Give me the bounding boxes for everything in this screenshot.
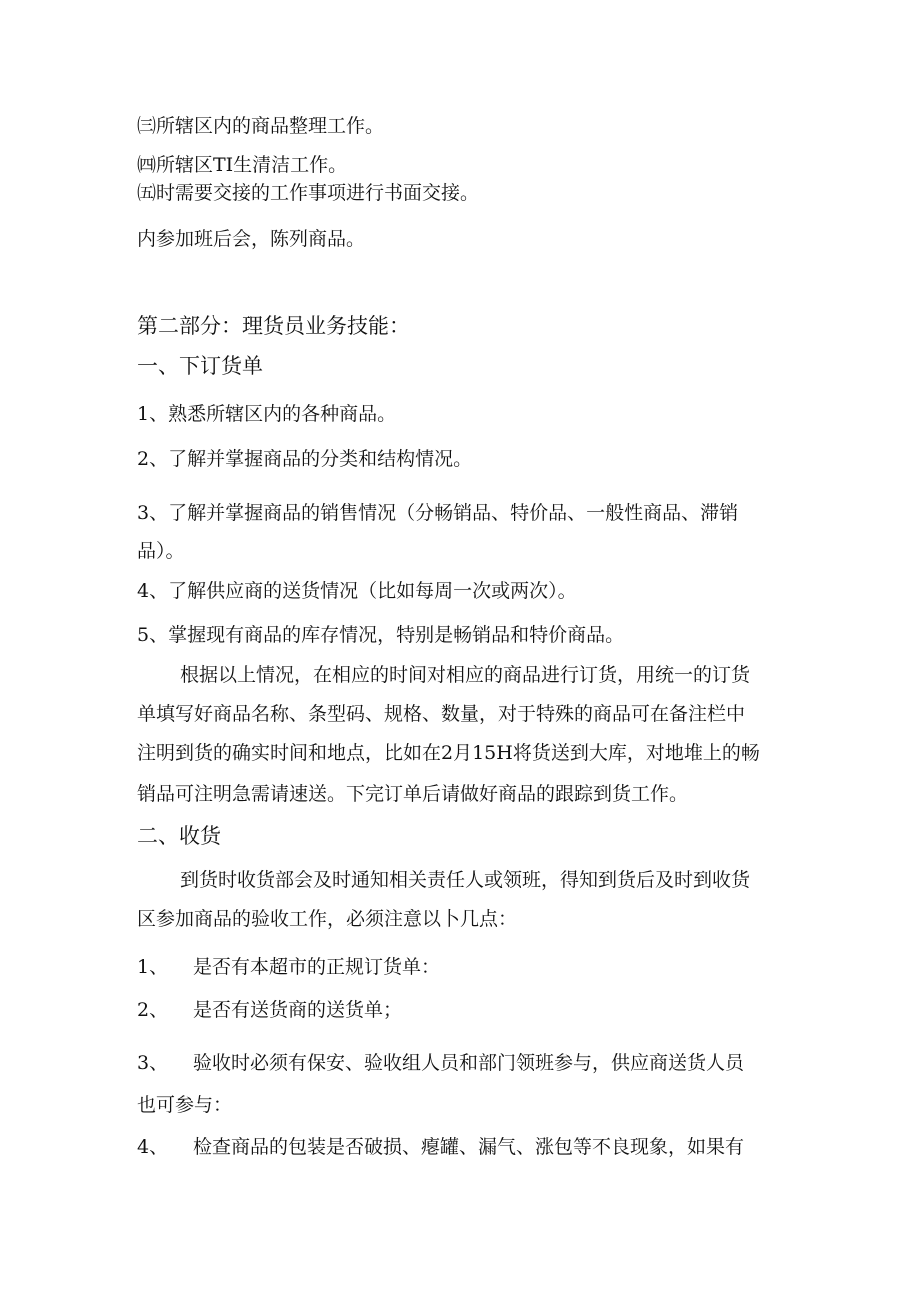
order-paragraph-line-4: 销品可注明急需请速送。下完订单后请做好商品的跟踪到货工作。	[137, 783, 689, 805]
receive-paragraph-line-1: 到货时收货部会及时通知相关责任人或领班，得知到货后及时到收货	[180, 869, 751, 891]
order-item-1: 1、熟悉所辖区内的各种商品。	[137, 403, 397, 425]
order-item-4: 4、了解供应商的送货情况（比如每周一次或两次）。	[137, 580, 577, 602]
part-two-title: 第二部分：理货员业务技能：	[137, 314, 410, 338]
duty-line-5: ㈤时需要交接的工作事项进行书面交接。	[137, 182, 480, 204]
duty-line-3: ㈢所辖区内的商品整理工作。	[137, 115, 385, 137]
duty-line-after: 内参加班后会，陈列商品。	[137, 228, 366, 250]
item-text: 检查商品的包装是否破损、瘪罐、漏气、涨包等不良现象，如果有	[193, 1136, 745, 1158]
item-number: 4、	[137, 1136, 169, 1158]
item-text: 是否有本超市的正规订货单：	[193, 956, 441, 978]
item-number: 3、	[137, 1052, 169, 1074]
item-text: 是否有送货商的送货单；	[193, 999, 403, 1021]
order-item-3: 3、了解并掌握商品的销售情况（分畅销品、特价品、一般性商品、滞销	[137, 502, 739, 524]
receive-item-3-cont	[137, 1092, 232, 1118]
receive-item-3	[137, 1050, 744, 1076]
order-item-3-cont: 品）。	[137, 540, 185, 562]
order-item-2: 2、了解并掌握商品的分类和结构情况。	[137, 448, 473, 470]
order-paragraph-line-2: 单填写好商品名称、条型码、规格、数量，对于特殊的商品可在备注栏中	[137, 703, 746, 725]
item-text: 也可参与：	[137, 1094, 233, 1116]
order-paragraph-line-3: 注明到货的确实时间和地点，比如在2月15H将货送到大库，对地堆上的畅	[137, 742, 760, 764]
receive-item-4	[137, 1134, 744, 1160]
order-item-5: 5、掌握现有商品的库存情况，特别是畅销品和特价商品。	[137, 624, 625, 646]
item-number: 2、	[137, 999, 169, 1021]
item-text: 验收时必须有保安、验收组人员和部门领班参与，供应商送货人员	[193, 1052, 745, 1074]
duty-line-4: ㈣所辖区TI生清洁工作。	[137, 154, 348, 176]
item-number: 1、	[137, 956, 169, 978]
receive-paragraph-line-2: 区参加商品的验收工作，必须注意以卜几点：	[137, 908, 518, 930]
order-paragraph-line-1: 根据以上情况，在相应的时间对相应的商品进行订货，用统一的订货	[180, 664, 751, 686]
receive-item-1	[137, 954, 440, 980]
section-one-title: 一、下订货单	[137, 354, 263, 378]
receive-item-2	[137, 997, 402, 1023]
section-two-title: 二、收货	[137, 824, 221, 848]
